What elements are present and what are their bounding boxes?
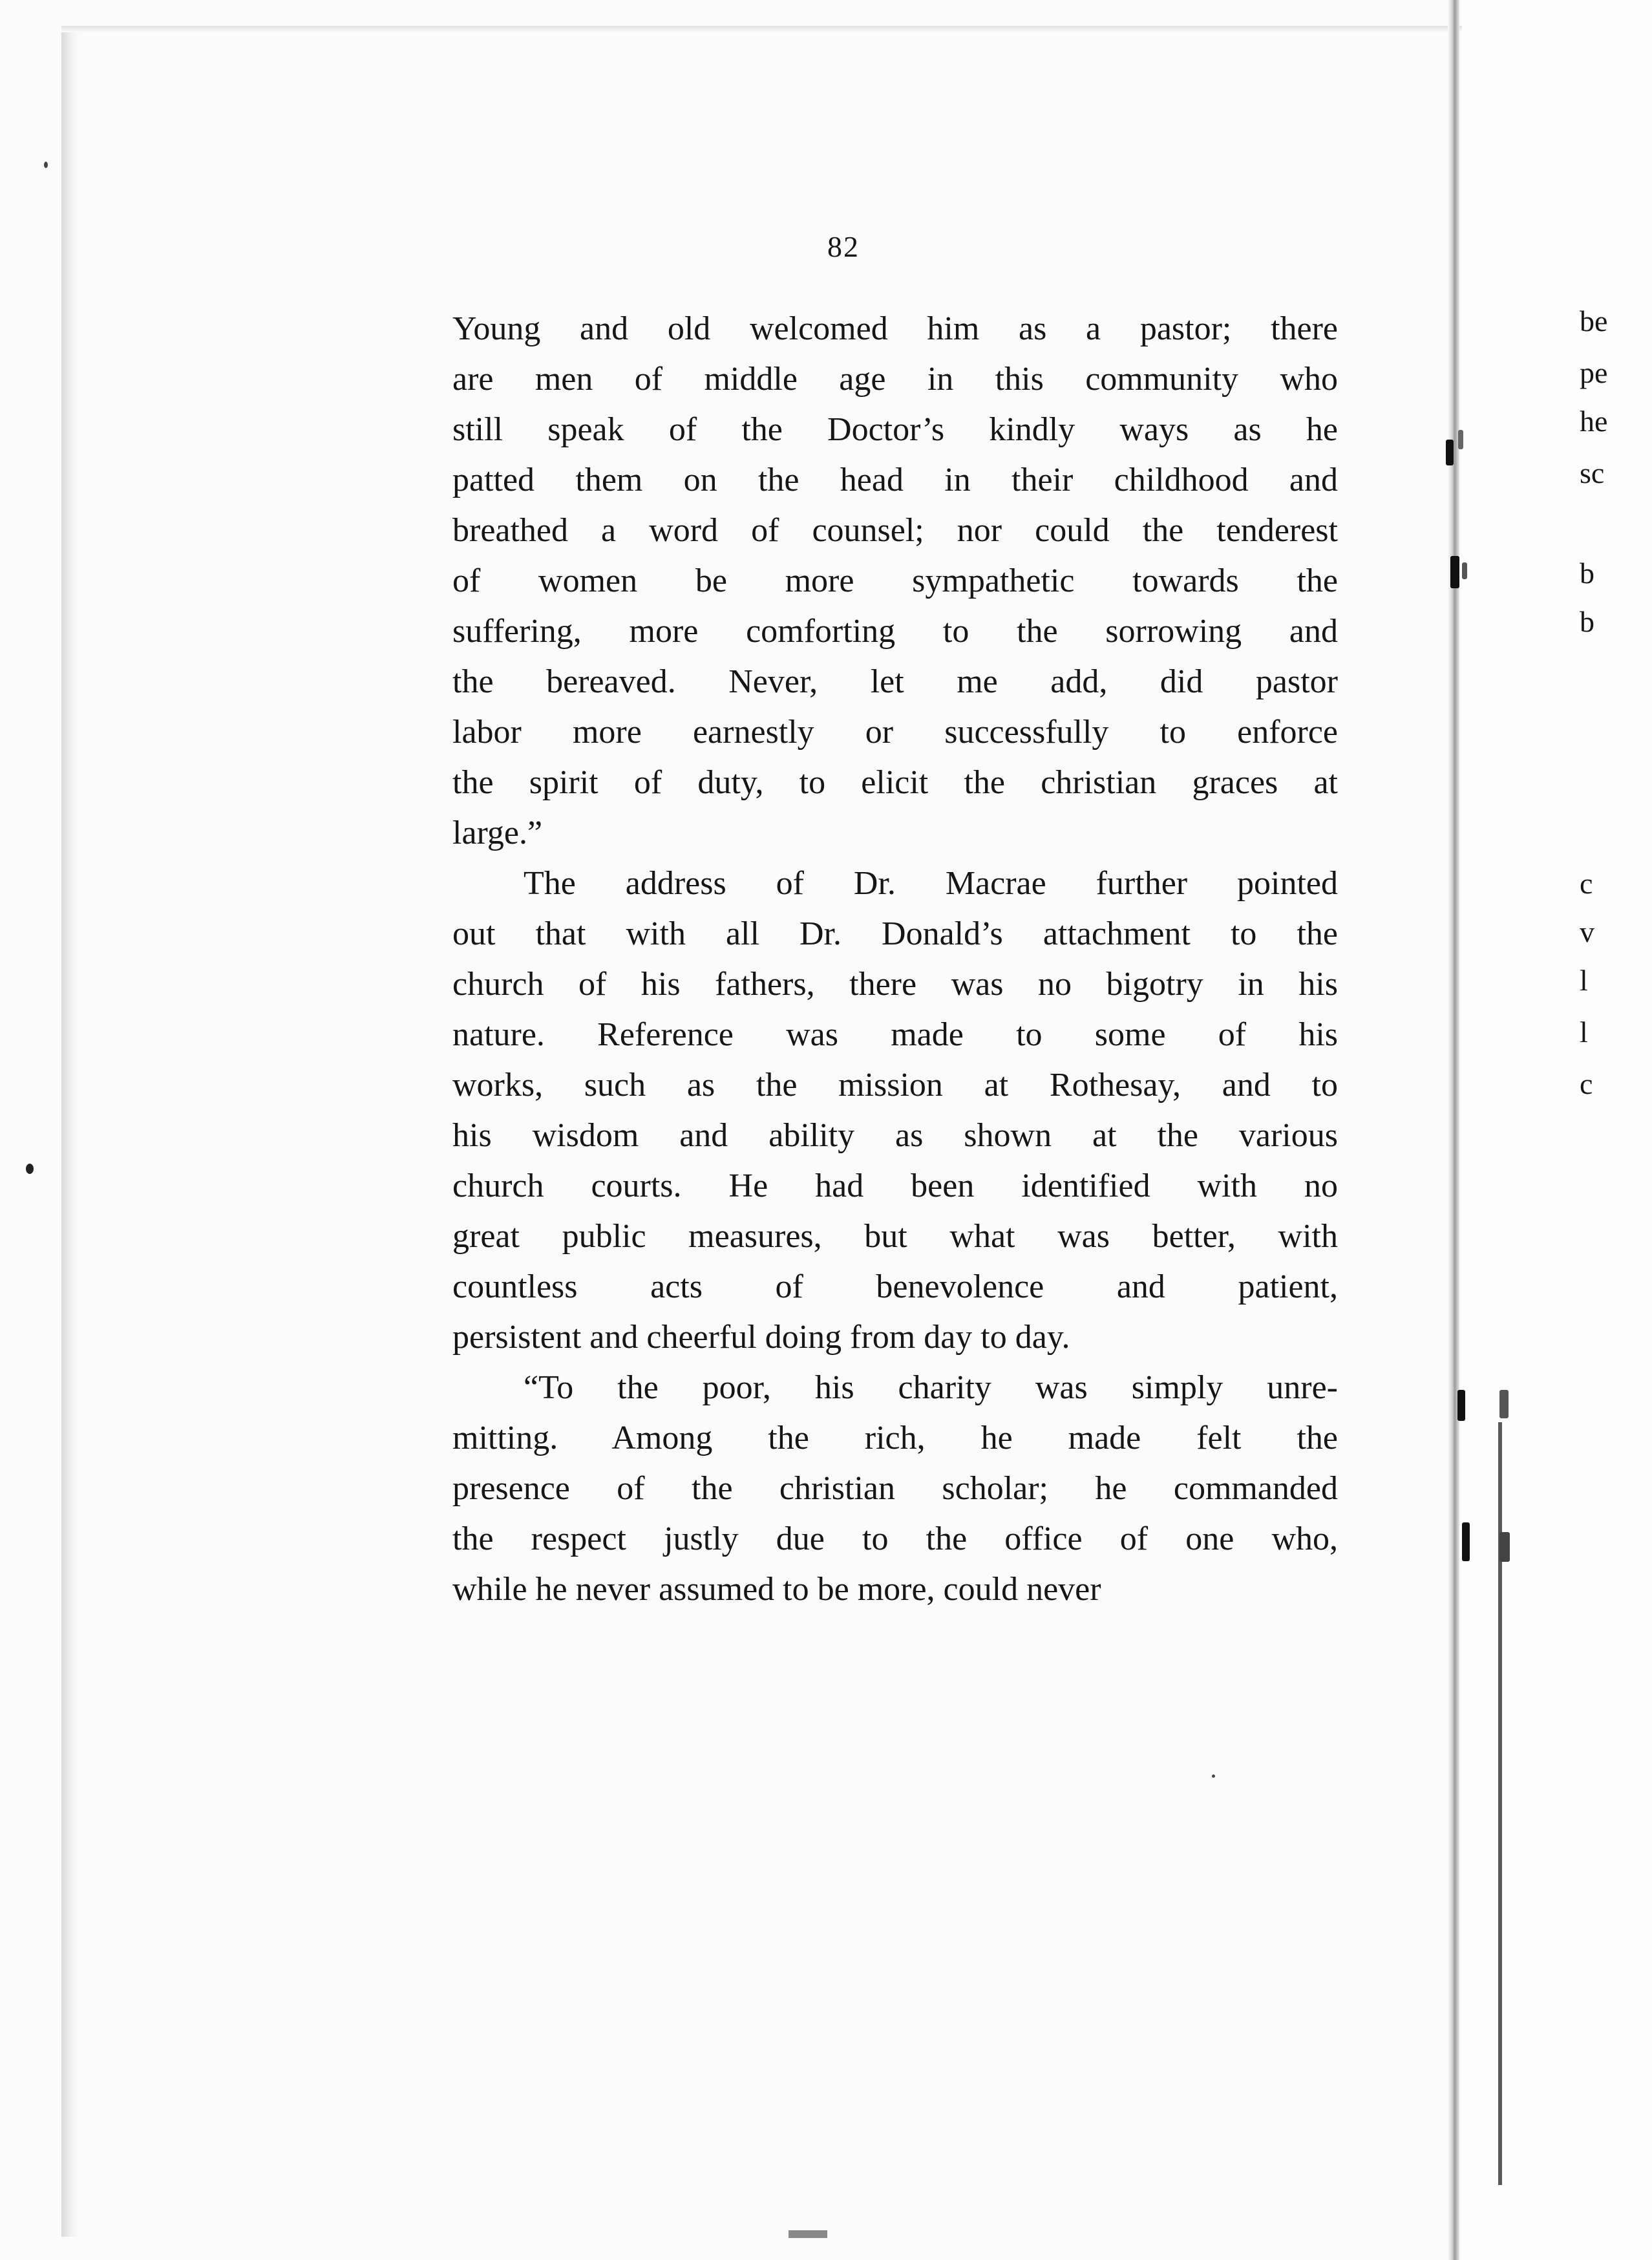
text-line: his wisdom and ability as shown at the various xyxy=(452,1117,1338,1154)
text-line: breathed a word of counsel; nor could the tenderest xyxy=(452,512,1338,549)
text-line: great public measures, but what was better, with xyxy=(452,1218,1338,1255)
text-line: The address of Dr. Macrae further pointed xyxy=(524,865,1338,902)
page-left-edge xyxy=(61,26,79,2237)
book-gutter xyxy=(1448,0,1459,2260)
text-line: still speak of the Doctor’s kindly ways as he xyxy=(452,411,1338,448)
text-line: out that with all Dr. Donald’s attachment to the xyxy=(452,915,1338,952)
facing-page-fragment: c xyxy=(1580,1067,1593,1100)
binding-mark xyxy=(1462,562,1467,579)
facing-page-fragment: c xyxy=(1580,867,1593,900)
facing-page-fragment: l xyxy=(1580,1016,1588,1049)
text-line: works, such as the mission at Rothesay, and to xyxy=(452,1067,1338,1103)
text-line: suffering, more comforting to the sorrowing and xyxy=(452,613,1338,650)
scan-speck xyxy=(44,162,48,168)
text-line: large.” xyxy=(452,815,543,851)
scan-speck xyxy=(1212,1775,1215,1778)
facing-page-fragment: b xyxy=(1580,557,1594,590)
page-top-edge xyxy=(61,26,1470,32)
scan-speck xyxy=(26,1164,34,1174)
text-line: nature. Reference was made to some of his xyxy=(452,1016,1338,1053)
facing-page-fragment: l xyxy=(1580,964,1588,997)
binding-mark xyxy=(1499,1532,1510,1562)
text-line: mitting. Among the rich, he made felt the xyxy=(452,1420,1338,1456)
facing-page-fragment: he xyxy=(1580,405,1608,438)
text-line: are men of middle age in this community who xyxy=(452,361,1338,398)
text-line: countless acts of benevolence and patient, xyxy=(452,1268,1338,1305)
text-line: of women be more sympathetic towards the xyxy=(452,562,1338,599)
facing-page-fragment: sc xyxy=(1580,456,1605,489)
text-line: Young and old welcomed him as a pastor; there xyxy=(452,310,1338,347)
body-text xyxy=(452,304,1338,1615)
text-line: labor more earnestly or successfully to enforce xyxy=(452,714,1338,751)
text-line: the spirit of duty, to elicit the christian graces at xyxy=(452,764,1338,801)
page-bottom-mark xyxy=(789,2230,827,2238)
text-line: church of his fathers, there was no bigotry in his xyxy=(452,966,1338,1003)
text-line: church courts. He had been identified with no xyxy=(452,1167,1338,1204)
binding-mark xyxy=(1462,1522,1470,1561)
binding-mark xyxy=(1450,556,1459,588)
binding-mark xyxy=(1457,1390,1465,1421)
text-line: patted them on the head in their childhood and xyxy=(452,462,1338,498)
facing-page-fragment: b xyxy=(1580,605,1594,638)
page-number: 82 xyxy=(827,230,860,263)
binding-mark xyxy=(1499,1390,1509,1418)
text-line: while he never assumed to be more, could never xyxy=(452,1571,1101,1608)
text-line: “To the poor, his charity was simply unre- xyxy=(524,1369,1338,1406)
text-line: the respect justly due to the office of one who, xyxy=(452,1520,1338,1557)
facing-page-fragment: v xyxy=(1580,915,1594,948)
text-line: persistent and cheerful doing from day to day. xyxy=(452,1319,1070,1356)
facing-page xyxy=(1462,0,1652,2260)
binding-mark xyxy=(1458,430,1463,449)
text-line: the bereaved. Never, let me add, did pastor xyxy=(452,663,1338,700)
binding-mark xyxy=(1446,440,1454,465)
facing-page-fragment: be xyxy=(1580,304,1608,337)
facing-page-fragment: pe xyxy=(1580,356,1608,389)
text-line: presence of the christian scholar; he commanded xyxy=(452,1470,1338,1507)
